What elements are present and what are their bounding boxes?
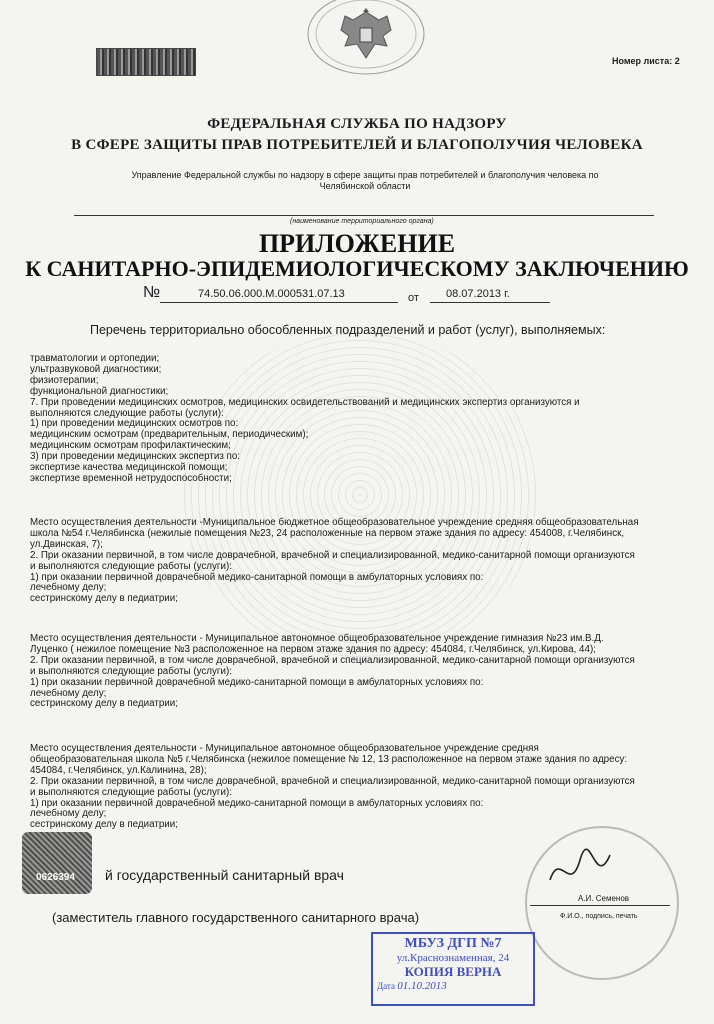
sheet-number: Номер листа: 2 <box>612 56 680 66</box>
conclusion-date: 08.07.2013 г. <box>446 288 510 300</box>
copy-certified-stamp <box>371 932 535 1006</box>
signer-name: А.И. Семенов <box>578 894 630 903</box>
office-name-line1: Управление Федеральной службы по надзору в сфере защиты прав потребителей и благополучия человека по <box>131 170 599 180</box>
date-prefix: от <box>408 292 419 304</box>
hologram-code: 0626394 <box>36 872 75 883</box>
office-caption: (наименование территориального органа) <box>290 218 434 225</box>
location-block-school-5: Место осуществления деятельности - Муниципальное автономное общеобразовательное учреждение средняя общеобразовательная школа №5 г.Челябинска (нежилое помещение № 12, 13 расположенное на первом этаже здания по адресу: 454084, г.Челябинск, ул.Калинина, 28); 2. При оказании первичной, в том числе доврачебной, врачебной и специализированной, медико-санитарной помощи организуются и выполняются следующие работы (услуги): 1) при оказании первичной доврачебной медико-санитарной помощи в амбулаторных условиях по: лечебному делу; сестринскому делу в педиатрии; <box>30 743 635 831</box>
services-block-1: травматологии и ортопедии; ультразвуковой диагностики; физиотерапии; функциональной диагностики; 7. При проведении медицинских осмотров, медицинских освидетельствований и медицинских экспертиз организуются и выполняются следующие работы (услуги): 1) при проведении медицинских осмотров по: медицинским осмотрам (предварительным, периодическим); медицинским осмотрам профилактическим; 3) при проведении медицинских экспертиз по: экспертизе качества медицинской помощи; экспертизе временной нетрудоспособности; <box>30 353 580 484</box>
agency-name-line1: ФЕДЕРАЛЬНАЯ СЛУЖБА ПО НАДЗОРУ <box>207 116 507 132</box>
signature-caption: Ф.И.О., подпись, печать <box>560 913 638 920</box>
stamp-date-label: Дата <box>377 981 395 991</box>
hologram-sticker-bottom <box>22 832 92 894</box>
office-name-line2: Челябинской области <box>319 181 411 191</box>
conclusion-number: 74.50.06.000.М.000531.07.13 <box>198 288 345 300</box>
stamp-org: МБУЗ ДГП №7 <box>404 936 502 951</box>
document-title: ПРИЛОЖЕНИЕ <box>258 229 456 258</box>
stamp-address: ул.Краснознаменная, 24 <box>396 952 510 964</box>
signature-underline <box>530 905 670 906</box>
number-sign: № <box>143 284 161 301</box>
signatory-title: й государственный санитарный врач <box>105 867 344 883</box>
date-underline <box>430 302 550 303</box>
location-block-gymnasium-23: Место осуществления деятельности - Муниципальное автономное общеобразовательное учреждение гимназия №23 им.В.Д. Луценко ( нежилое помещение №3 расположенное на первом этаже здания по адресу: 454084, г.Челябинск, ул.Кирова, 44); 2. При оказании первичной, в том числе доврачебной, врачебной и специализированной, медико-санитарной помощи организуются и выполняются следующие работы (услуги): 1) при оказании первичной доврачебной медико-санитарной помощи в амбулаторных условиях по: лечебному делу; сестринскому делу в педиатрии; <box>30 633 635 710</box>
number-underline <box>160 302 398 303</box>
intro-text: Перечень территориально обособленных подразделений и работ (услуг), выполняемых: <box>90 323 606 337</box>
agency-name-line2: В СФЕРЕ ЗАЩИТЫ ПРАВ ПОТРЕБИТЕЛЕЙ И БЛАГОПОЛУЧИЯ ЧЕЛОВЕКА <box>71 137 643 153</box>
location-block-school-54: Место осуществления деятельности -Муниципальное бюджетное общеобразовательное учреждение средняя общеобразовательная школа №54 г.Челябинска (нежилые помещения №23, 24 расположенные на первом этаже здания по адресу: 454008, г.Челябинск, ул.Двинская, 7); 2. При оказании первичной, в том числе доврачебной, врачебной и специализированной, медико-санитарной помощи организуются и выполняются следующие работы (услуги): 1) при оказании первичной доврачебной медико-санитарной помощи в амбулаторных условиях по: лечебному делу; сестринскому делу в педиатрии; <box>30 517 639 605</box>
double-headed-eagle-emblem <box>305 0 427 76</box>
signatory-title-deputy: (заместитель главного государственного санитарного врача) <box>52 910 420 925</box>
stamp-date-value: 01.10.2013 <box>397 980 447 992</box>
stamp-date-row <box>373 980 533 992</box>
document-subtitle: К САНИТАРНО-ЭПИДЕМИОЛОГИЧЕСКОМУ ЗАКЛЮЧЕНИЮ <box>25 256 689 281</box>
stamp-certified-copy: КОПИЯ ВЕРНА <box>404 964 502 979</box>
hologram-sticker <box>96 48 196 76</box>
office-underline <box>74 215 654 216</box>
